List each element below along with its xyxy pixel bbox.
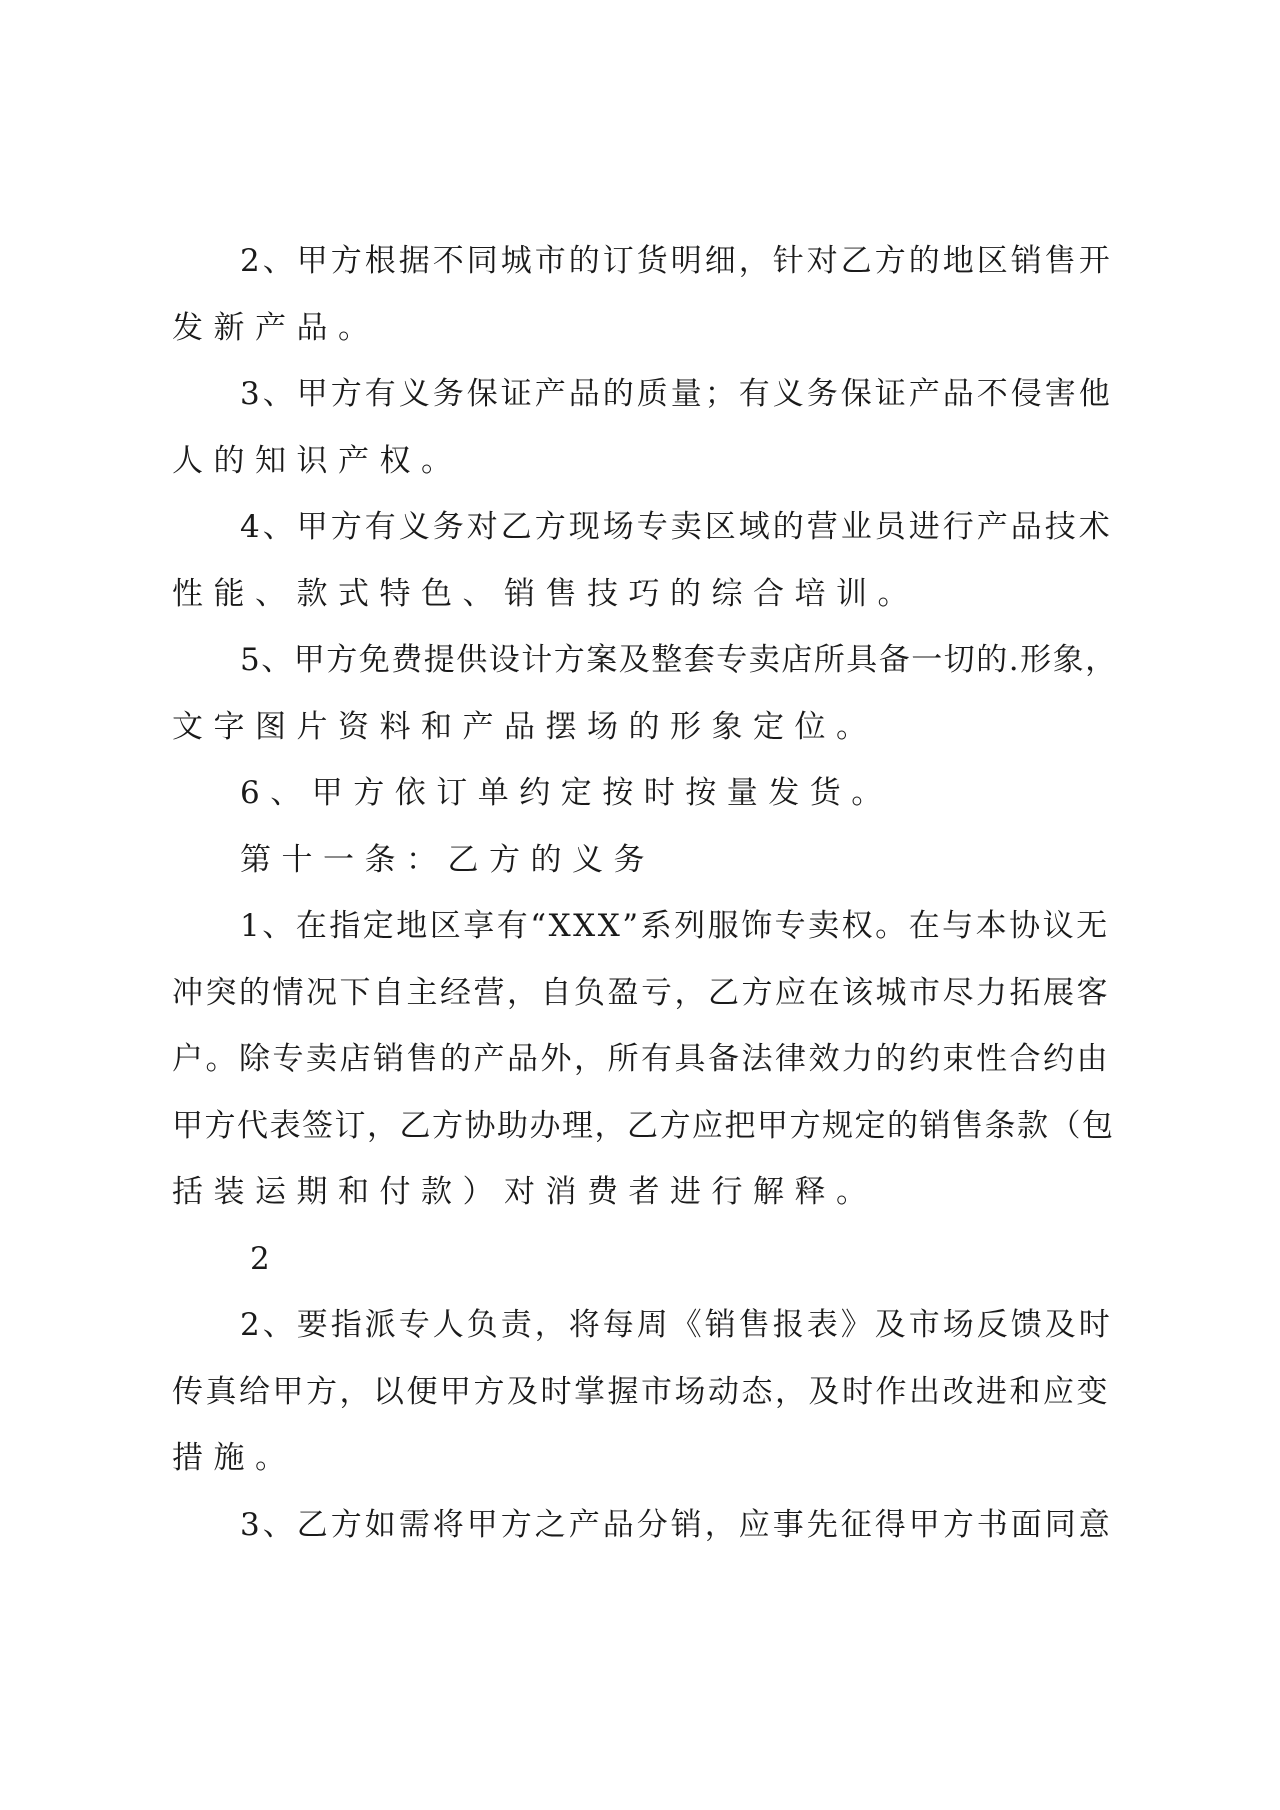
paragraph-line: 冲突的情况下自主经营，自负盈亏，乙方应在该城市尽力拓展客 — [172, 975, 1110, 1011]
paragraph-line: 户。除专卖店销售的产品外，所有具备法律效力的约束性合约由 — [172, 1041, 1110, 1077]
section-heading: 第十一条：乙方的义务 — [240, 842, 655, 878]
paragraph-line: 括装运期和付款）对消费者进行解释。 — [172, 1174, 878, 1210]
paragraph-line: 甲方代表签订，乙方协助办理，乙方应把甲方规定的销售条款（包 — [172, 1108, 1115, 1144]
paragraph-line: 4、甲方有义务对乙方现场专卖区域的营业员进行产品技术 — [240, 509, 1113, 545]
paragraph-line: 性能、款式特色、销售技巧的综合培训。 — [172, 576, 919, 612]
paragraph-line: 措施。 — [172, 1440, 297, 1476]
paragraph-line: 人的知识产权。 — [172, 443, 463, 479]
paragraph-line: 1、在指定地区享有“XXX”系列服饰专卖权。在与本协议无 — [240, 908, 1110, 944]
paragraph-line: 2、甲方根据不同城市的订货明细，针对乙方的地区销售开 — [240, 243, 1113, 279]
paragraph-line: 3、甲方有义务保证产品的质量；有义务保证产品不侵害他 — [240, 376, 1113, 412]
paragraph-line: 6、甲方依订单约定按时按量发货。 — [240, 775, 893, 811]
paragraph-line: 文字图片资料和产品摆场的形象定位。 — [172, 709, 878, 745]
paragraph-line: 发新产品。 — [172, 310, 380, 346]
paragraph-line: 传真给甲方，以便甲方及时掌握市场动态，及时作出改进和应变 — [172, 1374, 1110, 1410]
page-number: 2 — [250, 1241, 270, 1277]
paragraph-line: 5、甲方免费提供设计方案及整套专卖店所具备一切的.形象， — [240, 642, 1118, 678]
paragraph-line: 3、乙方如需将甲方之产品分销，应事先征得甲方书面同意 — [240, 1507, 1113, 1543]
paragraph-line: 2、要指派专人负责，将每周《销售报表》及市场反馈及时 — [240, 1307, 1113, 1343]
